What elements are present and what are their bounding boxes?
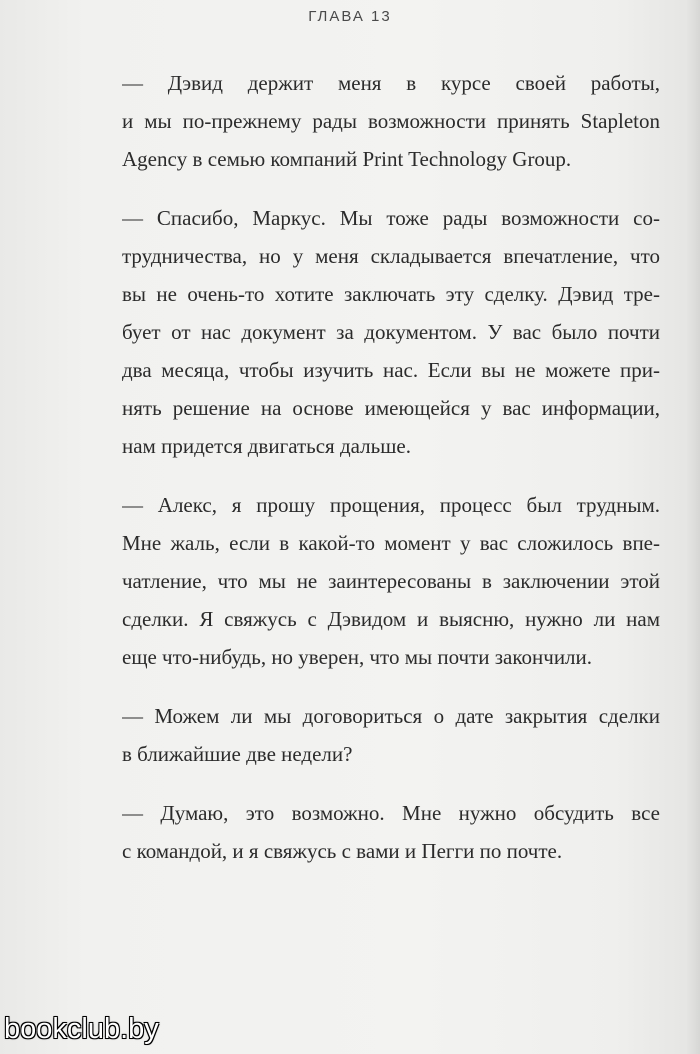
text-line: Мне жаль, если в какой-то момент у вас сложилось впе- bbox=[122, 531, 660, 555]
text-line: чатление, что мы не заинтересованы в заключении этой bbox=[122, 569, 660, 593]
text-line: с командой, и я свяжусь с вами и Пегги по почте. bbox=[122, 839, 563, 863]
page-edge-shadow bbox=[686, 0, 700, 1054]
site-watermark: bookclub.by bbox=[4, 1013, 159, 1045]
text-line: вы не очень-то хотите заключать эту сделку. Дэвид тре- bbox=[122, 282, 660, 306]
paragraph bbox=[122, 64, 660, 178]
text-line: трудничества, но у меня складывается впечатление, что bbox=[122, 244, 660, 268]
text-line: нять решение на основе имеющейся у вас информации, bbox=[122, 396, 660, 420]
text-line: Agency в семью компаний Print Technology Group. bbox=[122, 147, 572, 171]
text-line: сделки. Я свяжусь с Дэвидом и выясню, нужно ли нам bbox=[122, 607, 660, 631]
paragraph bbox=[122, 199, 660, 465]
text-line: бует от нас документ за документом. У вас было почти bbox=[122, 320, 660, 344]
text-line: два месяца, чтобы изучить нас. Если вы не можете при- bbox=[122, 358, 660, 382]
running-head: ГЛАВА 13 bbox=[308, 8, 392, 25]
paragraph bbox=[122, 697, 660, 773]
text-line: в ближайшие две недели? bbox=[122, 742, 353, 766]
text-line: — Спасибо, Маркус. Мы тоже рады возможности со- bbox=[122, 206, 660, 230]
paragraph bbox=[122, 486, 660, 676]
text-line: и мы по-прежнему рады возможности принять Stapleton bbox=[122, 109, 660, 133]
body-text bbox=[122, 64, 660, 891]
text-line: — Дэвид держит меня в курсе своей работы, bbox=[122, 71, 660, 95]
paragraph bbox=[122, 794, 660, 870]
text-line: — Можем ли мы договориться о дате закрытия сделки bbox=[122, 704, 660, 728]
text-line: еще что-нибудь, но уверен, что мы почти закончили. bbox=[122, 645, 593, 669]
text-line: — Алекс, я прошу прощения, процесс был трудным. bbox=[122, 493, 660, 517]
text-line: — Думаю, это возможно. Мне нужно обсудить все bbox=[122, 801, 660, 825]
text-line: нам придется двигаться дальше. bbox=[122, 434, 411, 458]
